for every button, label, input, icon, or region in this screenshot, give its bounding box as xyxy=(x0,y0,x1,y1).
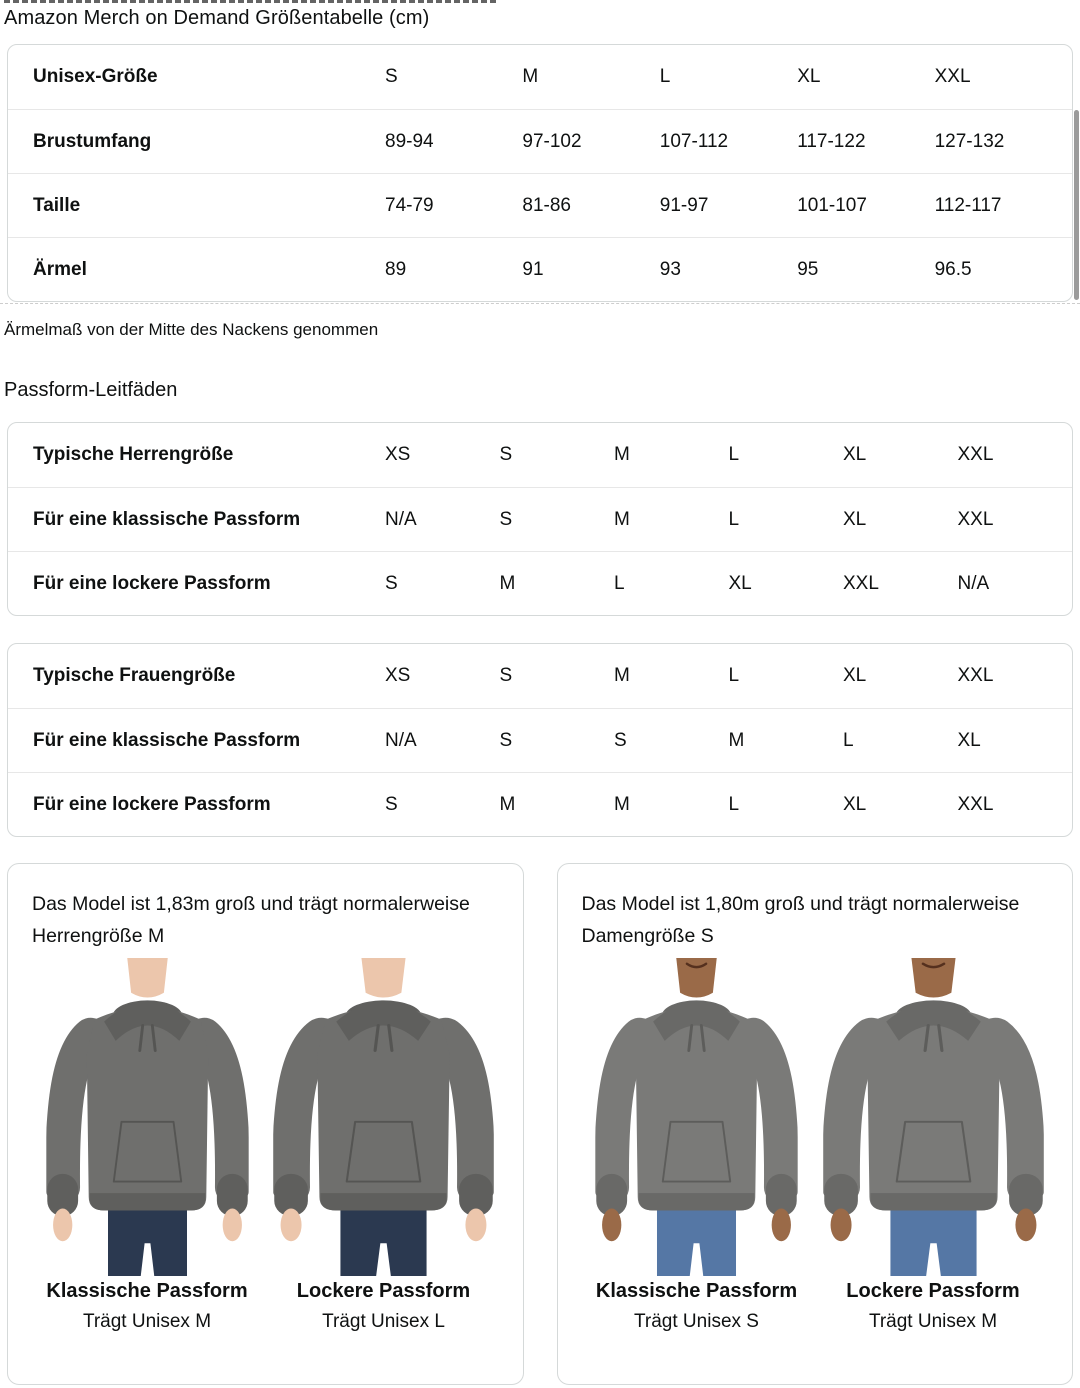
size-cell: S xyxy=(499,444,513,465)
size-cell: XL xyxy=(843,793,867,815)
model-figure-classic xyxy=(38,958,256,1334)
size-cell: XL xyxy=(843,444,867,465)
model-cards xyxy=(7,863,1073,1385)
size-cell: L xyxy=(614,572,625,594)
table-row xyxy=(8,551,1072,615)
fit-caption: Lockere Passform xyxy=(296,1280,471,1302)
size-cell: S xyxy=(385,66,398,87)
size-cell: L xyxy=(728,793,740,815)
size-cell: L xyxy=(728,508,740,530)
size-cell: XL xyxy=(843,508,867,530)
size-cell: 74-79 xyxy=(385,194,434,216)
table-row xyxy=(8,45,1072,109)
size-cell: 89 xyxy=(385,258,407,280)
vertical-scrollbar[interactable] xyxy=(1074,110,1079,300)
fit-guides-heading: Passform-Leitfäden xyxy=(4,379,178,401)
womens-fit-table xyxy=(7,643,1073,837)
size-cell: M xyxy=(728,729,745,751)
size-cell: XXL xyxy=(957,508,994,530)
size-cell: S xyxy=(499,665,513,686)
size-cell: M xyxy=(499,793,516,815)
size-cell: S xyxy=(499,508,513,530)
size-cell: M xyxy=(614,444,630,465)
sleeve-measurement-note: Ärmelmaß von der Mitte des Nackens genommen xyxy=(4,320,379,339)
row-label: Typische Herrengröße xyxy=(33,444,234,465)
size-cell: 107-112 xyxy=(659,130,729,152)
size-cell: S xyxy=(385,793,398,815)
table-row xyxy=(8,772,1072,836)
size-cell: 89-94 xyxy=(385,130,434,152)
size-cell: XXL xyxy=(934,66,971,87)
size-cell: 91 xyxy=(522,258,544,280)
size-cell: N/A xyxy=(385,729,417,751)
size-cell: M xyxy=(614,508,630,530)
row-label: Für eine klassische Passform xyxy=(33,508,301,530)
size-cell: XS xyxy=(385,665,411,686)
table-row xyxy=(8,644,1072,708)
table-row xyxy=(8,173,1072,237)
size-cell: 93 xyxy=(659,258,681,280)
page-title: Amazon Merch on Demand Größentabelle (cm) xyxy=(4,7,430,29)
fit-caption: Klassische Passform xyxy=(595,1280,798,1302)
row-label: Ärmel xyxy=(33,258,87,280)
model-photo xyxy=(266,958,500,1276)
table-row xyxy=(8,708,1072,772)
size-cell: M xyxy=(614,665,630,686)
cropped-text-remnant xyxy=(4,0,496,3)
size-cell: 91-97 xyxy=(659,194,709,216)
dashed-divider xyxy=(0,303,1080,304)
wears-caption: Trägt Unisex M xyxy=(82,1311,212,1332)
female-model-card xyxy=(557,863,1074,1385)
wears-caption: Trägt Unisex S xyxy=(634,1311,759,1332)
size-cell: 96.5 xyxy=(934,258,972,280)
size-cell: XS xyxy=(385,444,411,465)
table-row xyxy=(8,237,1072,301)
size-cell: L xyxy=(728,665,740,686)
mens-fit-table xyxy=(7,422,1073,616)
size-cell: XL xyxy=(843,665,867,686)
size-cell: XXL xyxy=(957,793,994,815)
size-cell: 97-102 xyxy=(522,130,582,152)
fit-caption: Klassische Passform xyxy=(46,1280,248,1302)
size-cell: XL xyxy=(957,729,981,751)
size-cell: M xyxy=(614,793,630,815)
size-cell: L xyxy=(728,444,740,465)
male-model-card xyxy=(7,863,524,1385)
size-cell: N/A xyxy=(385,508,417,530)
size-cell: 112-117 xyxy=(934,194,1002,216)
model-figure-loose xyxy=(824,958,1042,1334)
model-description: Das Model ist 1,80m groß und trägt normalerweise Damengröße S xyxy=(581,893,1020,947)
model-photo xyxy=(40,958,255,1276)
size-cell: N/A xyxy=(957,572,990,594)
size-cell: 95 xyxy=(797,258,819,280)
size-cell: S xyxy=(499,729,513,751)
wears-caption: Trägt Unisex M xyxy=(868,1311,998,1332)
table-row xyxy=(8,487,1072,551)
size-cell: L xyxy=(659,66,671,87)
size-cell: 127-132 xyxy=(934,130,1005,152)
row-label: Brustumfang xyxy=(33,130,152,152)
table-row xyxy=(8,423,1072,487)
size-cell: XXL xyxy=(957,665,994,686)
size-cell: 101-107 xyxy=(797,194,867,216)
size-cell: XL xyxy=(728,572,752,594)
unisex-size-table xyxy=(7,44,1073,302)
table-row xyxy=(8,109,1072,173)
size-cell: XL xyxy=(797,66,821,87)
row-label: Taille xyxy=(33,194,81,216)
model-figure-classic xyxy=(588,958,806,1334)
size-cell: M xyxy=(499,572,516,594)
size-cell: 81-86 xyxy=(522,194,571,216)
size-cell: L xyxy=(843,729,854,751)
row-label: Für eine lockere Passform xyxy=(33,572,271,594)
size-cell: 117-122 xyxy=(797,130,866,152)
fit-caption: Lockere Passform xyxy=(846,1280,1020,1302)
model-description: Das Model ist 1,83m groß und trägt normalerweise Herrengröße M xyxy=(32,893,470,947)
row-label: Typische Frauengröße xyxy=(33,665,236,686)
row-label: Unisex-Größe xyxy=(33,66,158,87)
wears-caption: Trägt Unisex L xyxy=(322,1311,445,1332)
model-figure-loose xyxy=(275,958,493,1334)
row-label: Für eine lockere Passform xyxy=(33,793,271,815)
size-cell: M xyxy=(522,66,539,87)
size-cell: XXL xyxy=(843,572,879,594)
size-cell: XXL xyxy=(957,444,994,465)
model-photo xyxy=(816,958,1050,1276)
model-photo xyxy=(589,958,804,1276)
size-cell: S xyxy=(385,572,398,594)
row-label: Für eine klassische Passform xyxy=(33,729,301,751)
size-cell: S xyxy=(614,729,627,751)
